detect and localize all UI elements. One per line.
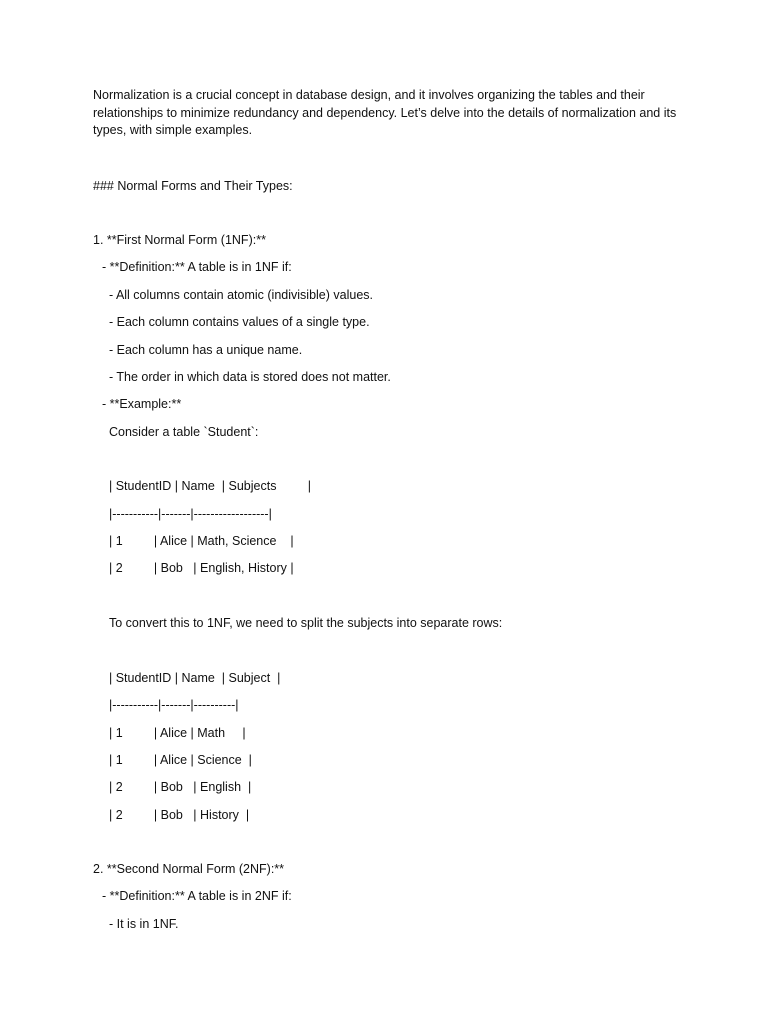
table1-row: | 2 | Bob | English, History |	[109, 561, 294, 575]
table2-row: | 2 | Bob | History |	[109, 808, 250, 822]
nf1-convert-text: To convert this to 1NF, we need to split the subjects into separate rows:	[109, 616, 503, 630]
nf2-rule: - It is in 1NF.	[109, 917, 179, 931]
nf1-definition: - **Definition:** A table is in 1NF if:	[102, 260, 292, 274]
nf2-title: 2. **Second Normal Form (2NF):**	[93, 862, 285, 876]
nf1-consider-text: Consider a table `Student`:	[109, 425, 259, 439]
table2-row: | 1 | Alice | Math |	[109, 726, 246, 740]
intro-paragraph: Normalization is a crucial concept in database design, and it involves organizing the tables and their relationships to minimize redundancy and dependency. Let’s delve into the details of normalization and its types, with simple examples.	[93, 88, 677, 137]
table2-header-row: | StudentID | Name | Subject |	[109, 671, 281, 685]
table1-separator-row: |-----------|-------|------------------|	[109, 507, 272, 521]
nf1-example-label: - **Example:**	[102, 397, 182, 411]
table2-separator-row: |-----------|-------|----------|	[109, 698, 239, 712]
nf1-rule: - Each column has a unique name.	[109, 343, 303, 357]
nf2-definition: - **Definition:** A table is in 2NF if:	[102, 889, 292, 903]
nf1-title: 1. **First Normal Form (1NF):**	[93, 233, 266, 247]
section-heading: ### Normal Forms and Their Types:	[93, 179, 293, 193]
nf1-rule: - Each column contains values of a single type.	[109, 315, 370, 329]
table2-row: | 2 | Bob | English |	[109, 780, 252, 794]
table1-header-row: | StudentID | Name | Subjects |	[109, 479, 311, 493]
nf1-rule: - All columns contain atomic (indivisible) values.	[109, 288, 373, 302]
nf1-rule: - The order in which data is stored does not matter.	[109, 370, 391, 384]
table1-row: | 1 | Alice | Math, Science |	[109, 534, 294, 548]
table2-row: | 1 | Alice | Science |	[109, 753, 252, 767]
